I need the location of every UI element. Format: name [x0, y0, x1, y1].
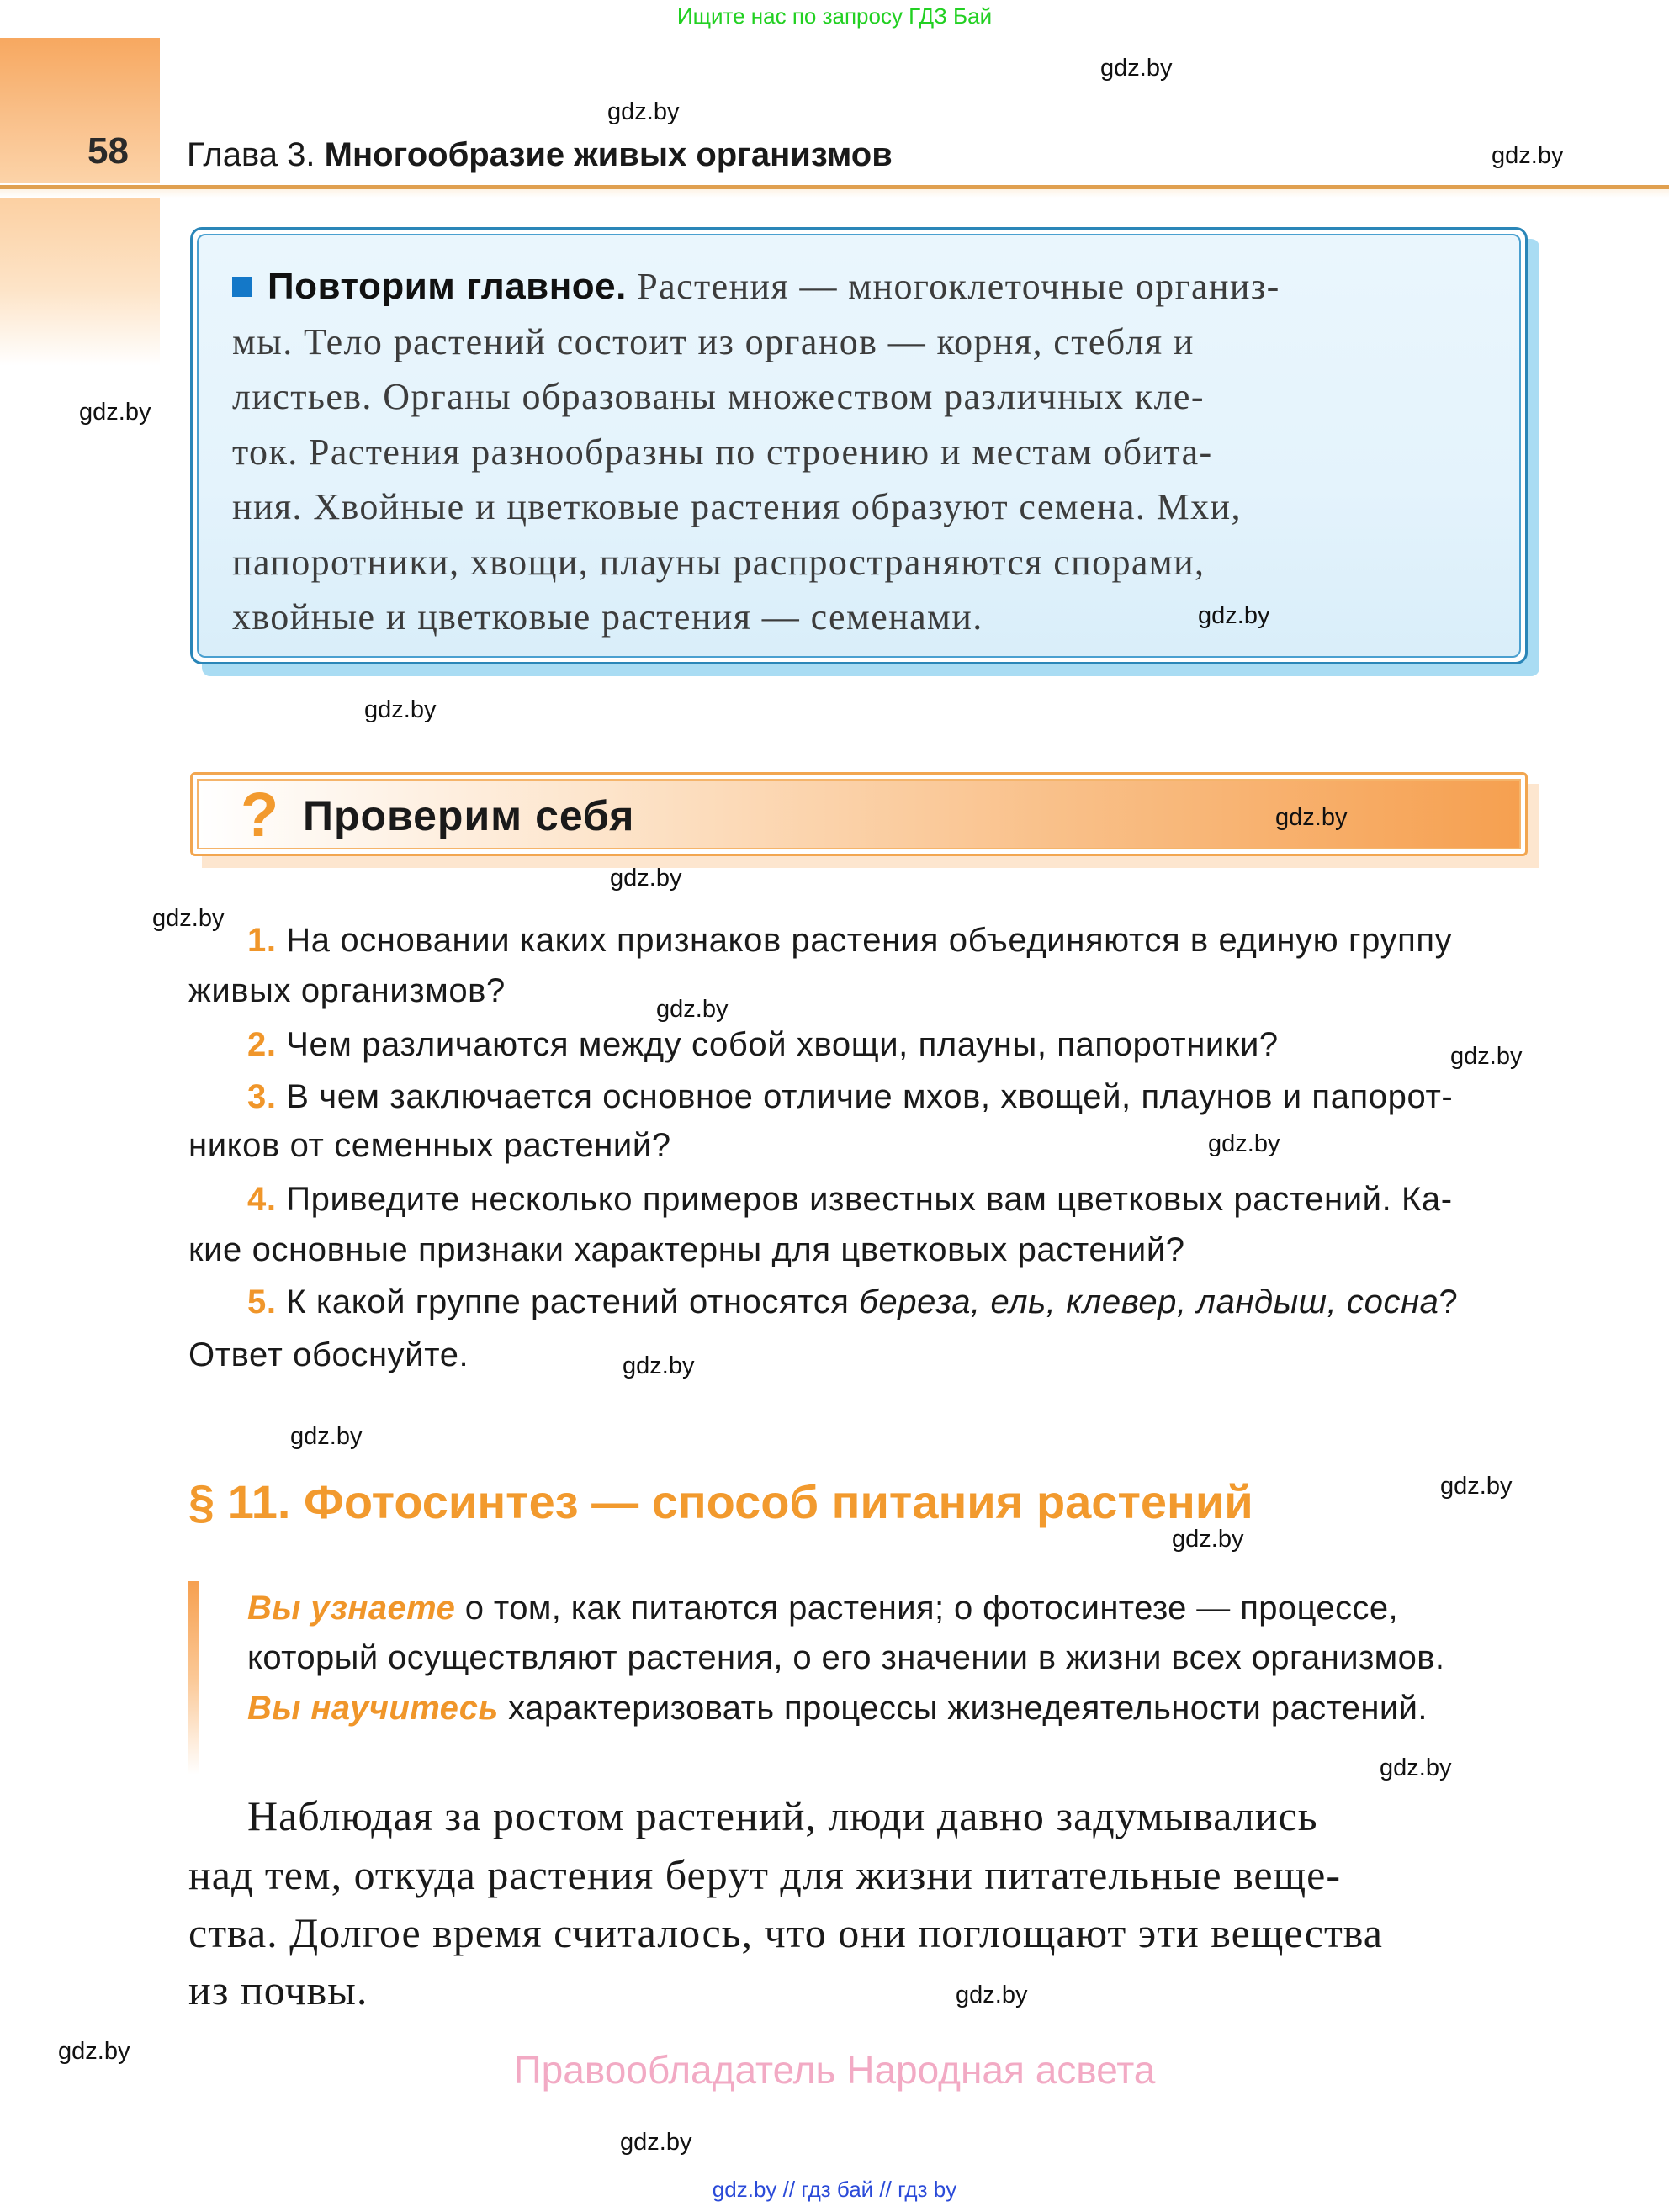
watermark: gdz.by [152, 905, 225, 932]
watermark: gdz.by [1172, 1526, 1244, 1553]
watermark: gdz.by [1440, 1473, 1513, 1500]
question-text: В чем заключается основное отличие мхов, хвощей, плаунов и папорот- [286, 1078, 1454, 1115]
summary-lead: Повторим главное. [268, 266, 627, 307]
question-2 [247, 1028, 1279, 1061]
question-number: 1. [247, 922, 277, 959]
question-5-cont: Ответ обоснуйте. [188, 1336, 469, 1373]
summary-line: листьев. Органы образованы множеством различных кле- [232, 376, 1205, 417]
question-italic-examples: береза, ель, клевер, ландыш, сосна [859, 1283, 1439, 1320]
question-number: 3. [247, 1078, 277, 1115]
question-text: К какой группе растений относятся [286, 1283, 860, 1320]
watermark: gdz.by [79, 399, 151, 426]
question-number: 5. [247, 1283, 277, 1320]
watermark: gdz.by [623, 1352, 695, 1379]
watermark: gdz.by [607, 98, 680, 125]
body-line: Наблюдая за ростом растений, люди давно задумывались [247, 1792, 1318, 1839]
body-line: над тем, откуда растения берут для жизни питательные веще- [188, 1851, 1341, 1898]
question-number: 2. [247, 1026, 277, 1063]
summary-line: ния. Хвойные и цветковые растения образуют семена. Мхи, [232, 486, 1242, 527]
learn-text: о том, как питаются растения; о фотосинтезе — процессе, [464, 1590, 1399, 1627]
question-mark-icon: ? [241, 780, 279, 849]
copyright-notice: Правообладатель Народная асвета [513, 2048, 1156, 2092]
question-number: 4. [247, 1181, 277, 1218]
watermark: gdz.by [290, 1423, 363, 1450]
page-number: 58 [87, 130, 129, 172]
summary-line: папоротники, хвощи, плауны распространяются спорами, [232, 541, 1205, 583]
watermark: gdz.by [1380, 1754, 1452, 1781]
question-5 [247, 1285, 1458, 1319]
learn-key: Вы узнаете [247, 1590, 456, 1627]
square-bullet-icon [232, 277, 252, 297]
learn-line-2: который осуществляют растения, о его значении в жизни всех организмов. [247, 1639, 1445, 1676]
question-1 [247, 923, 1452, 957]
learn-accent-bar [188, 1581, 199, 1775]
summary-line-last: хвойные и цветковые растения — семенами. [232, 596, 983, 638]
top-banner: Ищите нас по запросу ГДЗ Бай [676, 3, 993, 29]
question-text: ? [1439, 1283, 1459, 1320]
watermark: gdz.by [610, 865, 682, 892]
body-line: ства. Долгое время считалось, что они поглощают эти вещества [188, 1909, 1383, 1956]
page-number-block [0, 38, 160, 183]
chapter-prefix: Глава 3. [187, 136, 315, 173]
learn-key: Вы научитесь [247, 1690, 499, 1727]
header-rule-glow [0, 189, 1669, 198]
chapter-heading [187, 138, 893, 172]
watermark: gdz.by [1492, 142, 1564, 169]
watermark: gdz.by [1208, 1130, 1280, 1157]
question-3-cont: ников от семенных растений? [188, 1127, 671, 1164]
question-text: Приведите несколько примеров известных вам цветковых растений. Ка- [286, 1181, 1453, 1218]
summary-line-text: Растения — многоклеточные организ- [637, 266, 1280, 307]
summary-text [232, 259, 1486, 645]
learn-text: характеризовать процессы жизнедеятельности растений. [508, 1690, 1428, 1727]
question-text: Чем различаются между собой хвощи, плауны, папоротники? [286, 1026, 1279, 1063]
question-1-cont: живых организмов? [188, 972, 506, 1009]
section-title: § 11. Фотосинтез — способ питания растений [188, 1475, 1253, 1528]
watermark: gdz.by [1450, 1043, 1523, 1070]
question-4 [247, 1183, 1453, 1216]
question-text: На основании каких признаков растения объединяются в единую группу [286, 922, 1453, 959]
watermark: gdz.by [58, 2038, 130, 2065]
check-title: Проверим себя [303, 792, 635, 839]
watermark: gdz.by [1100, 55, 1173, 82]
footer-links[interactable]: gdz.by // гдз бай // гдз by [712, 2177, 957, 2202]
summary-box [190, 227, 1528, 664]
learn-line-3 [247, 1691, 1428, 1725]
summary-line: ток. Растения разнообразны по строению и местам обита- [232, 431, 1213, 473]
watermark: gdz.by [956, 1982, 1028, 2008]
question-3 [247, 1080, 1453, 1114]
watermark: gdz.by [364, 696, 437, 723]
margin-gradient-strip [0, 198, 160, 366]
summary-line [232, 259, 1486, 315]
watermark: gdz.by [656, 996, 729, 1023]
learn-line-1 [247, 1591, 1398, 1625]
watermark: gdz.by [620, 2129, 692, 2156]
chapter-title: Многообразие живых организмов [324, 136, 893, 173]
watermark: gdz.by [1275, 804, 1348, 831]
summary-line: мы. Тело растений состоит из органов — корня, стебля и [232, 320, 1195, 362]
body-line: из почвы. [188, 1966, 368, 2014]
summary-box-inner [197, 234, 1521, 658]
watermark: gdz.by [1198, 602, 1270, 629]
question-4-cont: кие основные признаки характерны для цветковых растений? [188, 1231, 1185, 1268]
